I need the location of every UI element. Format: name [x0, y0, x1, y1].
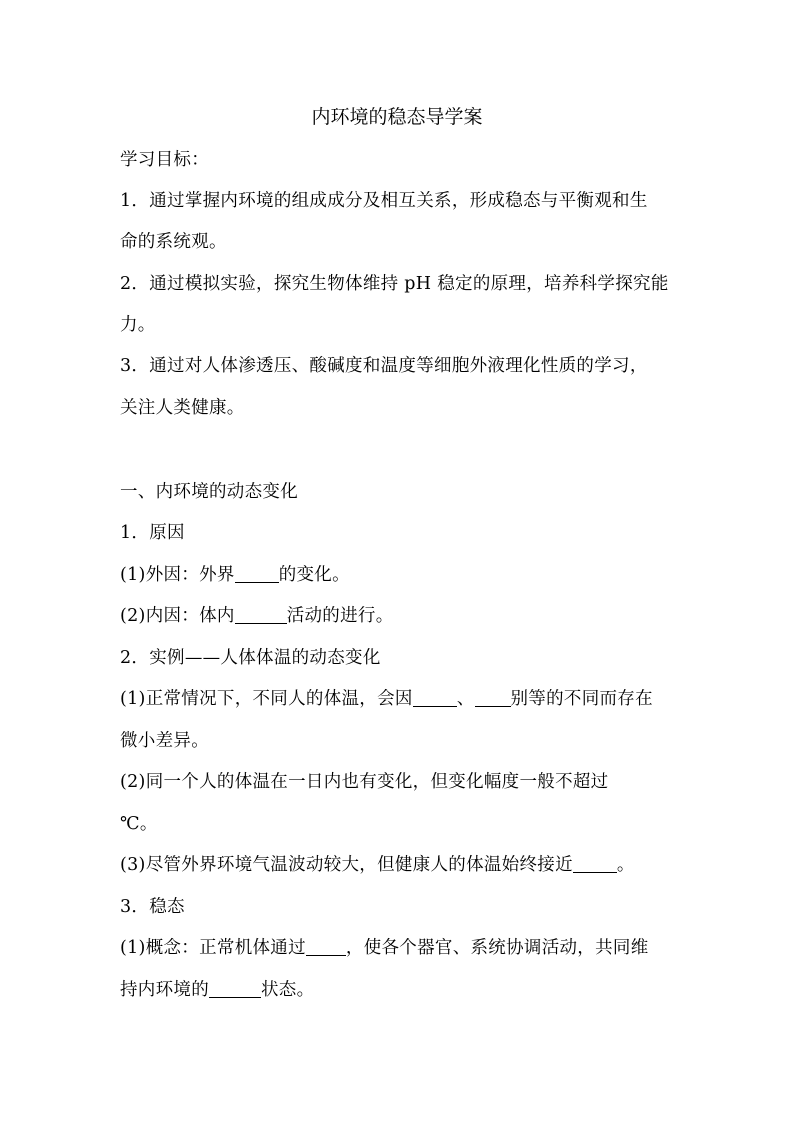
cause-inner-text: (2)内因：体内: [120, 606, 235, 626]
objective-3-line-2: 关注人类健康。: [120, 398, 245, 418]
fill-blank[interactable]: [475, 688, 511, 707]
steady-state-heading: 3．稳态: [120, 897, 185, 917]
fill-blank[interactable]: [209, 979, 261, 998]
concept-text-end: 状态。: [261, 980, 315, 1000]
fill-blank[interactable]: [573, 854, 617, 873]
objective-2-line-2: 力。: [120, 315, 156, 335]
cause-inner-line: [120, 604, 680, 628]
concept-line-1: [120, 936, 680, 960]
concept-text: (1)概念：正常机体通过: [120, 938, 306, 958]
concept-line-2: [120, 978, 680, 1002]
cause-outer-line: [120, 563, 680, 587]
example-1-text-end: 别等的不同而存在: [510, 689, 653, 709]
example-3-text-end: 。: [616, 855, 635, 875]
example-1-line-1: [120, 687, 680, 711]
cause-heading: 1．原因: [120, 523, 185, 543]
cause-outer-text: (1)外因：外界: [120, 565, 235, 585]
fill-blank[interactable]: [413, 688, 457, 707]
objective-2-line-1: 2．通过模拟实验，探究生物体维持 pH 稳定的原理，培养科学探究能: [120, 274, 669, 294]
page-title: 内环境的稳态导学案: [311, 106, 483, 128]
fill-blank[interactable]: [306, 937, 346, 956]
example-1-text: (1)正常情况下，不同人的体温，会因: [120, 689, 413, 709]
section-1-heading: 一、内环境的动态变化: [120, 482, 298, 502]
fill-blank[interactable]: [235, 605, 287, 624]
concept-text-mid: ，使各个器官、系统协调活动，共同维: [345, 938, 649, 958]
example-3-text: (3)尽管外界环境气温波动较大，但健康人的体温始终接近: [120, 855, 573, 875]
example-3-line: [120, 853, 680, 877]
fill-blank[interactable]: [235, 564, 279, 583]
objectives-heading: 学习目标：: [120, 150, 209, 170]
objective-1-line-2: 命的系统观。: [120, 232, 227, 252]
example-2-line-2: ℃。: [120, 814, 158, 834]
objective-1-line-1: 1．通过掌握内环境的组成成分及相互关系，形成稳态与平衡观和生: [120, 191, 648, 211]
cause-outer-text-end: 的变化。: [278, 565, 350, 585]
example-1-line-2: 微小差异。: [120, 731, 209, 751]
concept-text-2: 持内环境的: [120, 980, 209, 1000]
example-heading: 2．实例——人体体温的动态变化: [120, 648, 381, 668]
cause-inner-text-end: 活动的进行。: [286, 606, 394, 626]
example-2-line-1: (2)同一个人的体温在一日内也有变化，但变化幅度一般不超过: [120, 772, 609, 792]
objective-3-line-1: 3．通过对人体渗透压、酸碱度和温度等细胞外液理化性质的学习，: [120, 356, 648, 376]
example-1-sep: 、: [456, 689, 475, 709]
